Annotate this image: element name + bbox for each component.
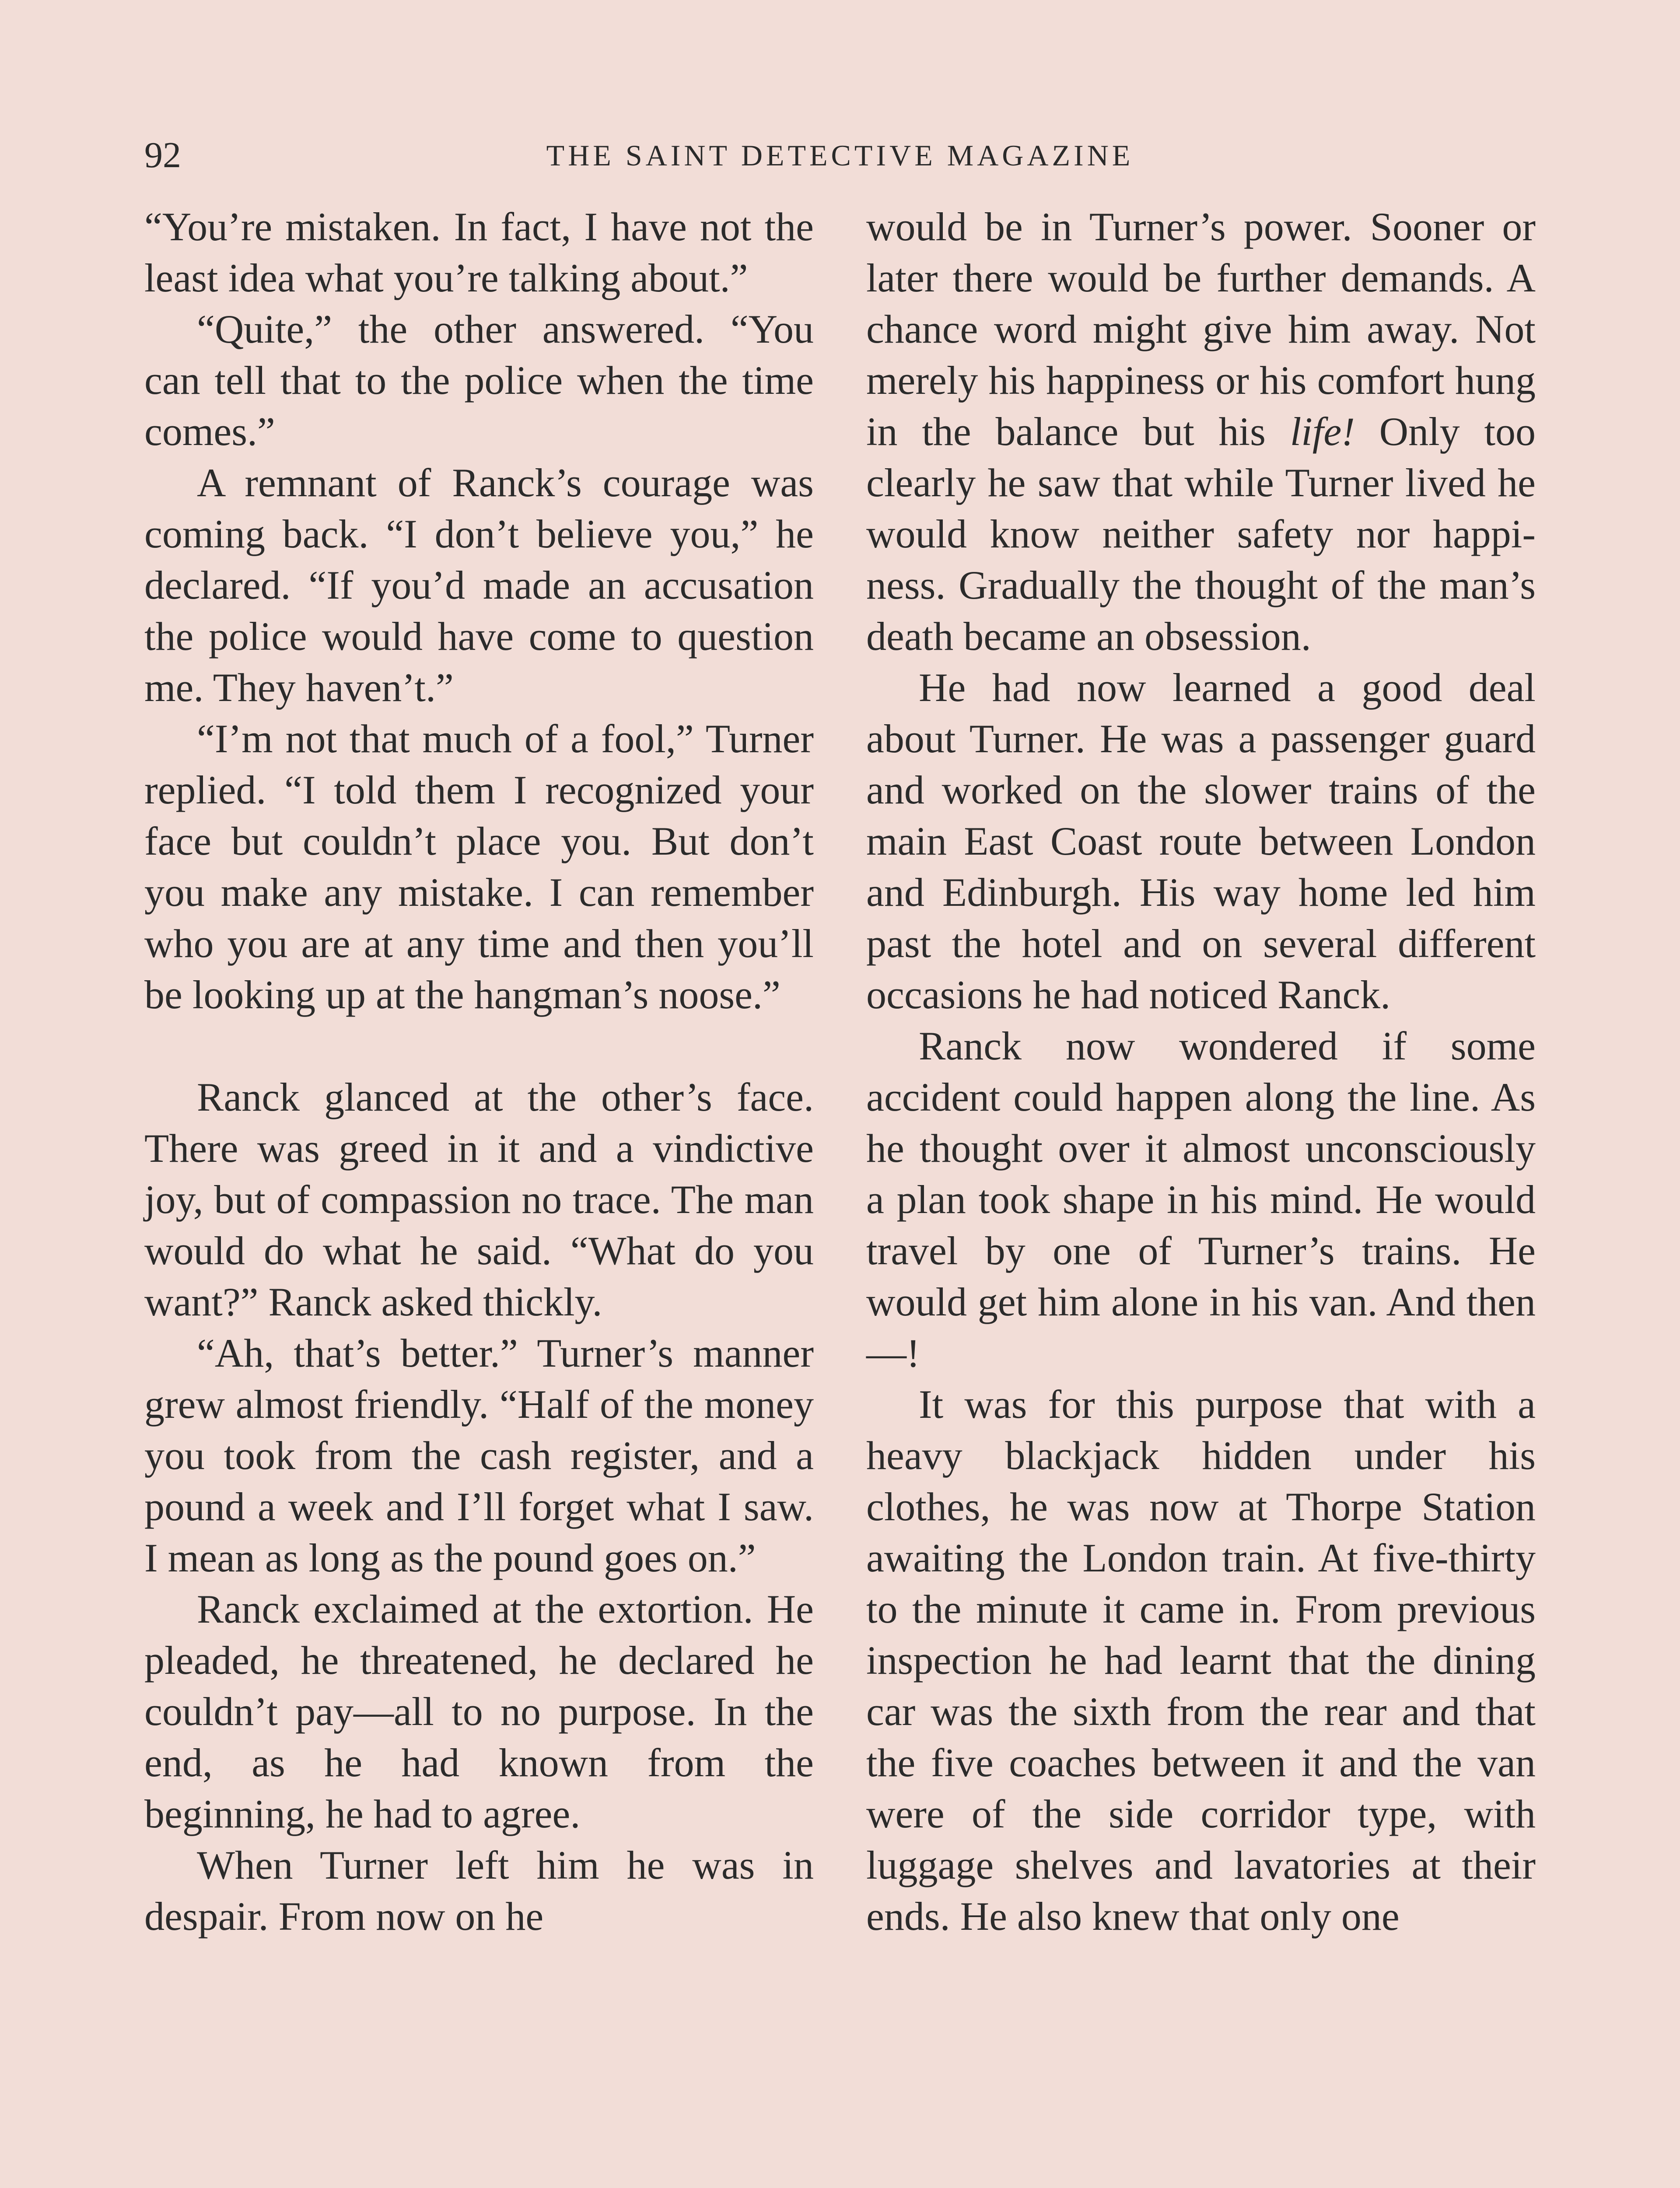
paragraph: Ranck exclaimed at the extortion. He pleaded, he threatened, he declared he couldn’t pay—all to no purpose. In the end, as he had known from the beginning, he had to agree. [144, 1587, 814, 1836]
paragraph: A remnant of Ranck’s courage was coming back. “I don’t believe you,” he declared. “If you’d made an accusation the police would have come to question me. They haven’t.” [144, 460, 814, 710]
paragraph: “Quite,” the other answered. “You can tell that to the police when the time comes.” [144, 307, 814, 454]
paragraph: He had now learned a good deal about Turner. He was a passenger guard and worked on the slower trains of the main East Coast route between London and Edinburgh. His way home led him past the hotel and on several different occasions he had noticed Ranck. [866, 665, 1536, 1017]
paragraph [866, 201, 1536, 662]
paragraph: Ranck glanced at the other’s face. There was greed in it and a vindictive joy, but of compassion no trace. The man would do what he said. “What do you want?” Ranck asked thickly. [144, 1075, 814, 1324]
emphasis-text: life! [1290, 409, 1355, 454]
running-head: THE SAINT DETECTIVE MAGAZINE [546, 139, 1134, 172]
paragraph-text: would be in Turner’s power. Sooner or later there would be further demands. A chance word might give him away. Not merely his happiness or his comfort hung in the balance but his [866, 204, 1536, 454]
paragraph: “You’re mistaken. In fact, I have not the least idea what you’re talking about.” [144, 204, 814, 300]
paragraph: When Turner left him he was in despair. From now on he [144, 1843, 814, 1939]
text-columns [144, 201, 1536, 2188]
paragraph: “Ah, that’s better.” Turner’s manner grew almost friendly. “Half of the money you took from the cash register, and a pound a week and I’ll forget what I saw. I mean as long as the pound goes on.” [144, 1331, 814, 1580]
paragraph: It was for this purpose that with a heavy blackjack hidden under his clothes, he was now at Thorpe Station awaiting the London train. At five-thirty to the minute it came in. From previous inspection he had learnt that the dining car was the sixth from the rear and that the five coaches between it and the van were of the side corridor type, with luggage shelves and lavatories at their ends. He also knew that only one [866, 1382, 1536, 1939]
paragraph: Ranck now wondered if some accident could happen along the line. As he thought over it almost unconsciously a plan took shape in his mind. He would travel by one of Turner’s trains. He would get him alone in his van. And then—! [866, 1024, 1536, 1375]
page-number: 92 [144, 135, 181, 175]
page-header [144, 131, 1536, 179]
left-column [144, 201, 814, 2188]
paragraph: “I’m not that much of a fool,” Turner replied. “I told them I recognized your face but couldn’t place you. But don’t you make any mistake. I can remember who you are at any time and then you’ll be looking up at the hangman’s noose.” [144, 716, 814, 1017]
right-column [866, 201, 1536, 2188]
paragraph-text: Only too clearly he saw that while Turner lived he would know neither safety nor happiness. Gradually the thought of the man’s death became an obsession. [866, 409, 1536, 659]
